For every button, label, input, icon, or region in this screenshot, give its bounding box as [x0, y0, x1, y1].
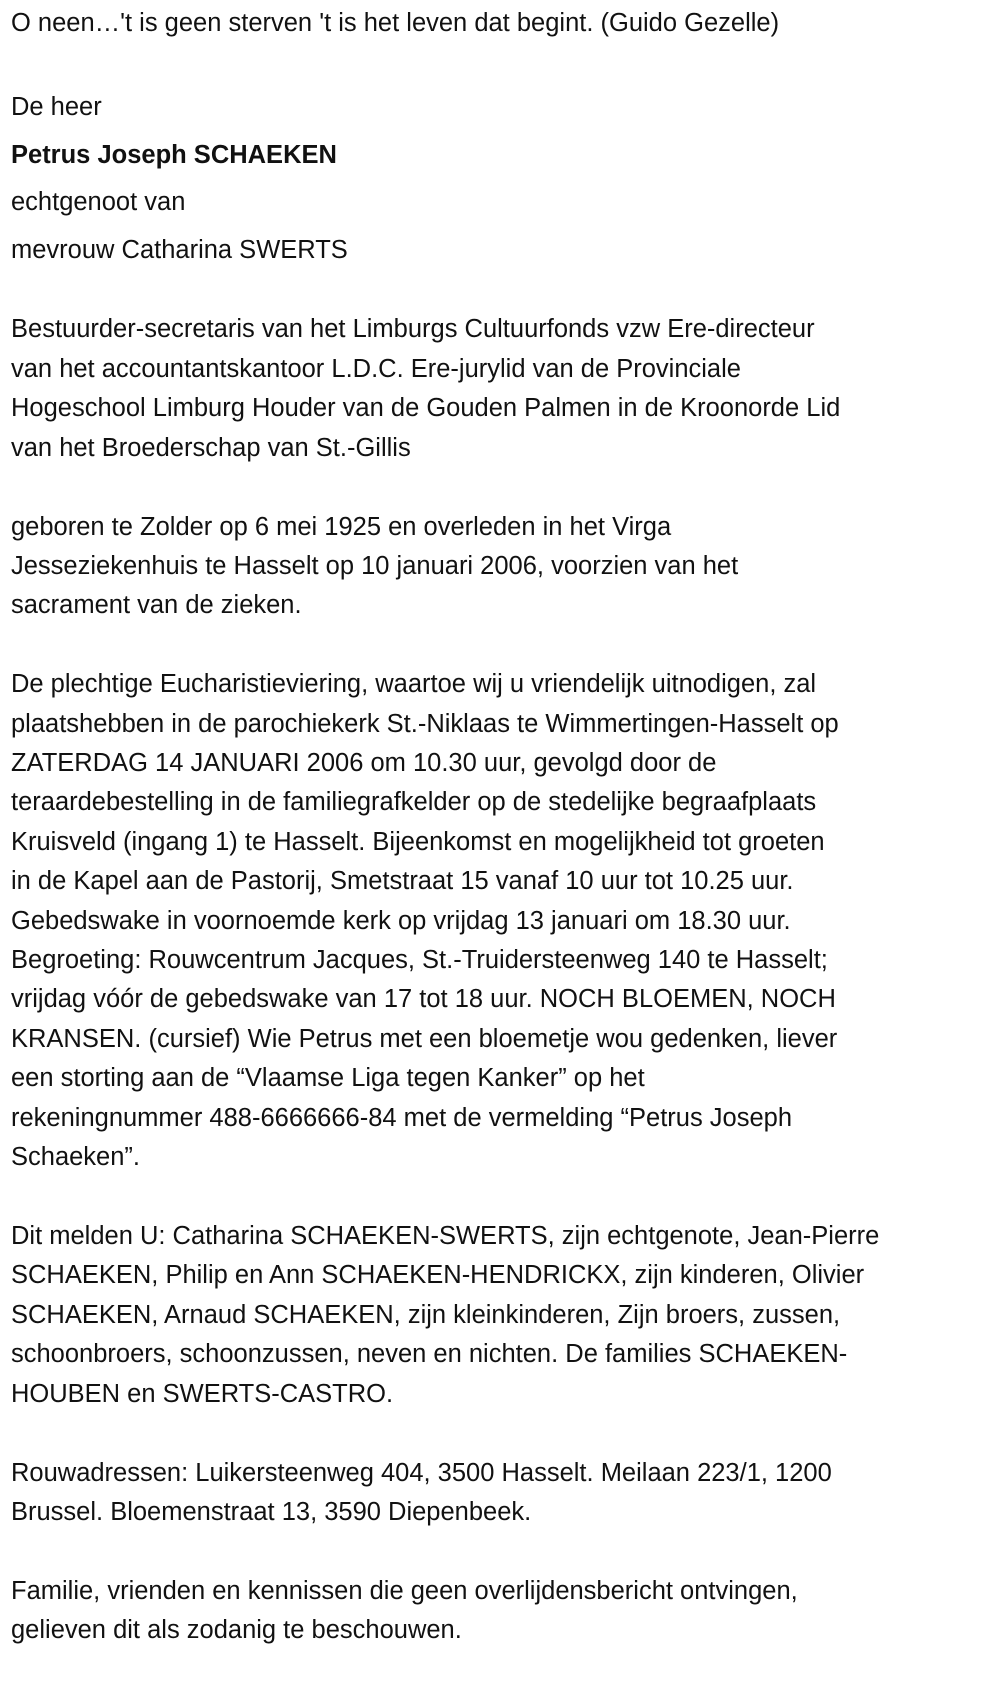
text-line: Familie, vrienden en kennissen die geen overlijdensbericht ontvingen, [11, 1576, 798, 1605]
birth-death-paragraph [11, 508, 1000, 626]
salutation: De heer [11, 93, 102, 122]
addresses-paragraph [11, 1454, 1000, 1533]
deceased-header [11, 84, 1000, 274]
text-line: Dit melden U: Catharina SCHAEKEN-SWERTS, zijn echtgenote, Jean-Pierre [11, 1221, 880, 1250]
text-line: plaatshebben in de parochiekerk St.-Niklaas te Wimmertingen-Hasselt op [11, 709, 839, 738]
text-line: HOUBEN en SWERTS-CASTRO. [11, 1379, 394, 1408]
text-line: KRANSEN. (cursief) Wie Petrus met een bloemetje wou gedenken, liever [11, 1024, 838, 1053]
text-line: Rouwadressen: Luikersteenweg 404, 3500 Hasselt. Meilaan 223/1, 1200 [11, 1458, 832, 1487]
deceased-name: Petrus Joseph SCHAEKEN [11, 140, 337, 169]
text-line: schoonbroers, schoonzussen, neven en nichten. De families SCHAEKEN- [11, 1340, 848, 1369]
text-line: van het Broederschap van St.-Gillis [11, 433, 411, 462]
text-line: in de Kapel aan de Pastorij, Smetstraat 15 vanaf 10 uur tot 10.25 uur. [11, 867, 794, 896]
text-line: rekeningnummer 488-6666666-84 met de vermelding “Petrus Joseph [11, 1103, 793, 1132]
ceremony-paragraph [11, 665, 1000, 1177]
text-line: Hogeschool Limburg Houder van de Gouden Palmen in de Kroonorde Lid [11, 394, 841, 423]
text-line: Kruisveld (ingang 1) te Hasselt. Bijeenkomst en mogelijkheid tot groeten [11, 827, 825, 856]
text-line: Begroeting: Rouwcentrum Jacques, St.-Truidersteenweg 140 te Hasselt; [11, 946, 828, 975]
text-line: Bestuurder-secretaris van het Limburgs Cultuurfonds vzw Ere-directeur [11, 315, 815, 344]
text-line: sacrament van de zieken. [11, 591, 302, 620]
spouse-name: mevrouw Catharina SWERTS [11, 235, 348, 264]
text-line: van het accountantskantoor L.D.C. Ere-jurylid van de Provinciale [11, 354, 741, 383]
text-line: ZATERDAG 14 JANUARI 2006 om 10.30 uur, gevolgd door de [11, 749, 717, 778]
text-line: SCHAEKEN, Arnaud SCHAEKEN, zijn kleinkinderen, Zijn broers, zussen, [11, 1300, 841, 1329]
closing-paragraph [11, 1572, 1000, 1651]
text-line: Schaeken”. [11, 1143, 140, 1171]
text-line: gelieven dit als zodanig te beschouwen. [11, 1616, 462, 1645]
text-line: SCHAEKEN, Philip en Ann SCHAEKEN-HENDRICKX, zijn kinderen, Olivier [11, 1261, 865, 1290]
text-line: vrijdag vóór de gebedswake van 17 tot 18 uur. NOCH BLOEMEN, NOCH [11, 985, 836, 1014]
family-paragraph [11, 1217, 1000, 1414]
text-line: een storting aan de “Vlaamse Liga tegen Kanker” op het [11, 1064, 645, 1093]
text-line: geboren te Zolder op 6 mei 1925 en overleden in het Virga [11, 512, 672, 541]
titles-paragraph [11, 310, 1000, 468]
text-line: Brussel. Bloemenstraat 13, 3590 Diepenbeek. [11, 1497, 532, 1526]
body-paragraphs [11, 310, 1000, 1650]
text-line: Gebedswake in voornoemde kerk op vrijdag 13 januari om 18.30 uur. [11, 906, 791, 935]
quote: O neen…'t is geen sterven 't is het leven dat begint. (Guido Gezelle) [11, 9, 780, 37]
text-line: Jesseziekenhuis te Hasselt op 10 januari 2006, voorzien van het [11, 551, 739, 580]
text-line: teraardebestelling in de familiegrafkelder op de stedelijke begraafplaats [11, 788, 817, 817]
text-line: De plechtige Eucharistieviering, waartoe wij u vriendelijk uitnodigen, zal [11, 670, 817, 699]
relation: echtgenoot van [11, 188, 186, 217]
